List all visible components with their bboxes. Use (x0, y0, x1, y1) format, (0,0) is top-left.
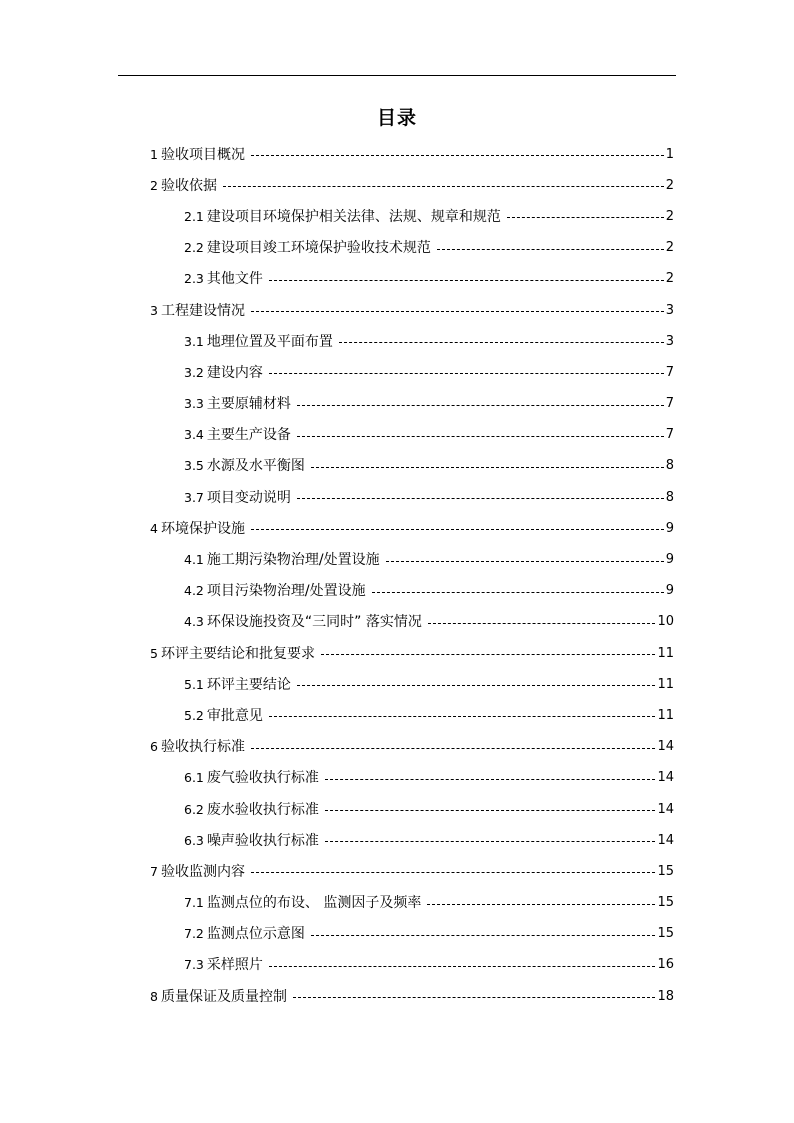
toc-leader-dashes (325, 779, 656, 780)
toc-entry-label: 噪声验收执行标准 (206, 832, 319, 849)
toc-entry-page-number: 14 (657, 770, 674, 786)
toc-entry[interactable] (0, 794, 794, 825)
toc-entry[interactable] (0, 981, 794, 1012)
toc-leader-dashes (293, 997, 656, 998)
toc-entry-page-number: 3 (665, 302, 674, 318)
toc-entry-label: 地理位置及平面布置 (206, 333, 333, 350)
toc-leader-dashes (321, 654, 656, 655)
toc-entry[interactable] (0, 888, 794, 919)
toc-entry-page-number: 10 (657, 614, 674, 630)
toc-entry-number: 8 (150, 988, 158, 1004)
toc-leader-dashes (251, 748, 656, 749)
toc-entry-number: 6.3 (184, 832, 204, 848)
toc-entry-number: 2.3 (184, 271, 204, 287)
toc-entry-label: 主要生产设备 (206, 427, 291, 444)
toc-leader-dashes (297, 498, 664, 499)
toc-leader-dashes (325, 810, 656, 811)
toc-entry-label: 主要原辅材料 (206, 396, 291, 413)
toc-leader-dashes (269, 966, 656, 967)
toc-entry-label: 验收项目概况 (160, 146, 245, 163)
toc-entry-label: 项目变动说明 (206, 489, 291, 506)
toc-leader-dashes (251, 529, 664, 530)
toc-leader-dashes (311, 935, 656, 936)
toc-entry[interactable] (0, 295, 794, 326)
toc-entry[interactable] (0, 638, 794, 669)
toc-leader-dashes (437, 249, 664, 250)
toc-entry[interactable] (0, 201, 794, 232)
toc-entry-label: 项目污染物治理/处置设施 (206, 583, 366, 600)
toc-entry-number: 5.1 (184, 676, 204, 692)
table-of-contents (0, 139, 794, 1012)
toc-entry-number: 7 (150, 863, 158, 879)
toc-entry[interactable] (0, 576, 794, 607)
toc-entry-page-number: 2 (665, 271, 674, 287)
toc-entry-number: 4.1 (184, 552, 204, 568)
toc-entry-page-number: 14 (657, 832, 674, 848)
toc-entry-page-number: 9 (665, 552, 674, 568)
toc-entry-label: 环评主要结论和批复要求 (160, 645, 315, 662)
toc-entry[interactable] (0, 389, 794, 420)
toc-entry-label: 验收监测内容 (160, 863, 245, 880)
toc-entry-label: 废气验收执行标准 (206, 770, 319, 787)
toc-entry-page-number: 15 (657, 926, 674, 942)
toc-entry-page-number: 1 (665, 146, 674, 162)
toc-entry[interactable] (0, 451, 794, 482)
toc-entry[interactable] (0, 544, 794, 575)
toc-leader-dashes (251, 872, 656, 873)
toc-leader-dashes (386, 561, 664, 562)
toc-entry-label: 施工期污染物治理/处置设施 (206, 552, 380, 569)
toc-entry-number: 4 (150, 520, 158, 536)
toc-entry[interactable] (0, 919, 794, 950)
toc-leader-dashes (269, 373, 664, 374)
toc-entry-label: 环境保护设施 (160, 520, 245, 537)
toc-entry-label: 监测点位的布设、 监测因子及频率 (206, 895, 422, 912)
toc-leader-dashes (297, 405, 664, 406)
toc-entry-number: 7.3 (184, 957, 204, 973)
toc-entry-page-number: 15 (657, 895, 674, 911)
toc-entry-number: 4.2 (184, 583, 204, 599)
toc-entry-label: 环评主要结论 (206, 676, 291, 693)
toc-entry-number: 4.3 (184, 614, 204, 630)
toc-entry[interactable] (0, 513, 794, 544)
toc-entry-page-number: 11 (657, 676, 674, 692)
toc-entry-number: 1 (150, 146, 158, 162)
toc-entry-number: 3.1 (184, 333, 204, 349)
toc-entry-page-number: 14 (657, 801, 674, 817)
toc-entry-number: 6.2 (184, 801, 204, 817)
toc-entry-label: 建设项目环境保护相关法律、法规、规章和规范 (206, 208, 501, 225)
toc-entry-number: 3.7 (184, 489, 204, 505)
toc-entry-number: 3.5 (184, 458, 204, 474)
toc-leader-dashes (297, 436, 664, 437)
toc-entry-number: 5.2 (184, 707, 204, 723)
toc-entry-label: 环保设施投资及“三同时” 落实情况 (206, 614, 422, 631)
toc-entry[interactable] (0, 420, 794, 451)
toc-entry-page-number: 14 (657, 739, 674, 755)
toc-entry-label: 审批意见 (206, 707, 263, 724)
toc-entry-label: 建设项目竣工环境保护验收技术规范 (206, 240, 431, 257)
toc-entry-number: 2.1 (184, 208, 204, 224)
toc-entry-number: 3.4 (184, 427, 204, 443)
toc-entry-page-number: 7 (665, 396, 674, 412)
toc-entry-number: 6 (150, 739, 158, 755)
toc-leader-dashes (269, 716, 656, 717)
toc-leader-dashes (325, 841, 656, 842)
toc-leader-dashes (251, 311, 664, 312)
toc-leader-dashes (427, 904, 655, 905)
toc-entry-page-number: 15 (657, 863, 674, 879)
toc-leader-dashes (339, 342, 664, 343)
toc-entry[interactable] (0, 732, 794, 763)
toc-entry[interactable] (0, 700, 794, 731)
toc-entry-number: 6.1 (184, 770, 204, 786)
toc-entry-page-number: 9 (665, 583, 674, 599)
toc-entry-number: 2.2 (184, 240, 204, 256)
toc-entry-page-number: 7 (665, 364, 674, 380)
toc-leader-dashes (251, 155, 664, 156)
toc-entry-label: 采样照片 (206, 957, 263, 974)
toc-entry[interactable] (0, 139, 794, 170)
toc-entry[interactable] (0, 264, 794, 295)
toc-entry[interactable] (0, 482, 794, 513)
toc-entry-page-number: 9 (665, 520, 674, 536)
toc-entry[interactable] (0, 856, 794, 887)
toc-entry-label: 验收执行标准 (160, 739, 245, 756)
toc-entry[interactable] (0, 170, 794, 201)
toc-entry[interactable] (0, 669, 794, 700)
toc-entry-page-number: 2 (665, 240, 674, 256)
toc-entry-label: 废水验收执行标准 (206, 801, 319, 818)
toc-leader-dashes (507, 217, 664, 218)
toc-entry-label: 水源及水平衡图 (206, 458, 305, 475)
toc-entry[interactable] (0, 950, 794, 981)
toc-entry-number: 7.1 (184, 895, 204, 911)
toc-title: 目录 (376, 107, 417, 129)
toc-entry-number: 5 (150, 645, 158, 661)
toc-leader-dashes (428, 623, 656, 624)
toc-entry-page-number: 11 (657, 707, 674, 723)
toc-entry-page-number: 2 (665, 177, 674, 193)
toc-entry-label: 验收依据 (160, 177, 217, 194)
toc-entry[interactable] (0, 763, 794, 794)
toc-entry-page-number: 2 (665, 208, 674, 224)
toc-entry-page-number: 16 (657, 957, 674, 973)
toc-entry-label: 质量保证及质量控制 (160, 988, 287, 1005)
toc-entry-label: 建设内容 (206, 364, 263, 381)
toc-entry[interactable] (0, 825, 794, 856)
toc-entry-number: 3 (150, 302, 158, 318)
toc-leader-dashes (297, 685, 656, 686)
toc-entry[interactable] (0, 357, 794, 388)
toc-leader-dashes (223, 186, 664, 187)
toc-leader-dashes (311, 467, 664, 468)
toc-entry-page-number: 8 (665, 458, 674, 474)
toc-entry-label: 监测点位示意图 (206, 926, 305, 943)
toc-entry-page-number: 11 (657, 645, 674, 661)
toc-entry-number: 3.3 (184, 396, 204, 412)
toc-entry-page-number: 8 (665, 489, 674, 505)
toc-entry[interactable] (0, 607, 794, 638)
toc-entry-page-number: 3 (665, 333, 674, 349)
toc-entry-number: 7.2 (184, 926, 204, 942)
toc-entry[interactable] (0, 326, 794, 357)
toc-entry-number: 3.2 (184, 364, 204, 380)
toc-entry-page-number: 7 (665, 427, 674, 443)
header-rule (118, 75, 676, 76)
toc-entry-label: 其他文件 (206, 271, 263, 288)
toc-leader-dashes (372, 592, 664, 593)
toc-entry[interactable] (0, 233, 794, 264)
toc-entry-label: 工程建设情况 (160, 302, 245, 319)
toc-entry-page-number: 18 (657, 988, 674, 1004)
toc-entry-number: 2 (150, 177, 158, 193)
toc-leader-dashes (269, 280, 664, 281)
